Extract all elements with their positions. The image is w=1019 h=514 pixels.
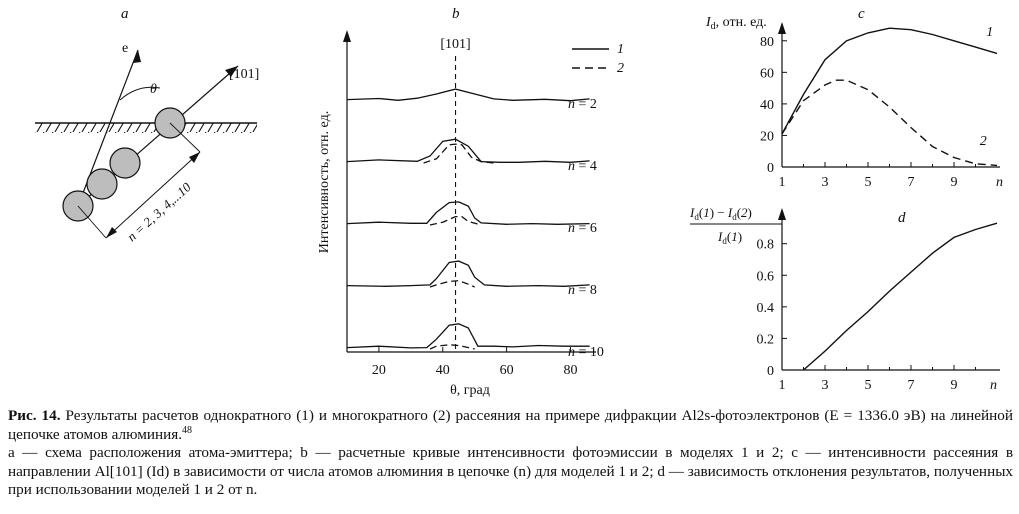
c-x-tick-label: 3 — [821, 175, 829, 190]
b-curve-n-label: n = 10 — [568, 345, 604, 360]
d-y-label-numerator: $I_d(1) - I_d(2)$ — [690, 205, 752, 222]
b-legend-dashed-key: 2 — [617, 61, 624, 76]
caption-label: Рис. 14. — [8, 407, 61, 424]
n-label: n = 2, 3, 4,...10 — [123, 179, 194, 245]
d-y-tick-label: 0.6 — [756, 269, 774, 285]
b-x-tick-label: 40 — [435, 363, 450, 378]
c-y-tick-label: 20 — [760, 129, 774, 145]
theta-label: θ — [150, 82, 157, 97]
panel-b-chart — [317, 6, 624, 398]
b-curve-model-2 — [430, 281, 475, 287]
c-x-tick-label: 7 — [907, 175, 915, 190]
c-y-tick-label: 0 — [767, 161, 774, 176]
c-y-axis-label: $I_d$, отн. ед. — [706, 15, 767, 32]
panel-d-chart — [689, 205, 1000, 393]
b-x-tick-label: 80 — [563, 363, 578, 378]
caption-text-1: Результаты расчетов однократного (1) и многократного (2) рассеяния на примере дифракции Al2s-фотоэлектронов (E = 1336.0 эВ) на линейной цепочке атомов алюминия. — [8, 407, 1013, 443]
d-y-tick-label: 0.8 — [756, 237, 774, 253]
d-y-arrow-icon — [778, 208, 786, 220]
d-x-tick-label: 3 — [821, 378, 829, 393]
b-x-axis-label — [450, 383, 490, 398]
panel-b-letter: b — [452, 6, 460, 22]
direction-101-label: [101] — [229, 67, 260, 82]
b-legend — [572, 42, 624, 76]
c-x-tick-label: 5 — [864, 175, 872, 190]
b-curve-model-1 — [347, 202, 590, 224]
b-legend-solid-key: 1 — [617, 42, 624, 57]
c-series-label: 2 — [979, 133, 987, 149]
b-curve-model-1 — [347, 139, 590, 162]
b-x-tick-label: 60 — [499, 363, 514, 378]
b-curve-model-2 — [430, 345, 475, 349]
n-arrowhead-icon — [106, 227, 117, 238]
panel-a-schematic — [35, 6, 259, 244]
c-x-axis-label: n — [996, 175, 1003, 190]
d-x-axis-label: n — [990, 378, 997, 393]
panel-a-letter: a — [121, 6, 129, 22]
d-x-tick-label: 1 — [778, 378, 786, 393]
b-curve-n-label: n = 2 — [568, 97, 597, 112]
e-label: e — [122, 41, 129, 56]
b-x-tick-label: 20 — [371, 363, 386, 378]
c-x-tick-label: 1 — [778, 175, 786, 190]
d-y-tick-label: 0 — [767, 364, 774, 379]
d-y-tick-label: 0.2 — [756, 332, 774, 348]
caption-line-2: a — схема расположения атома-эмиттера; b — расчетные кривые интенсивности фотоэмиссии в моделях 1 и 2; c — интенсивности рассеяния в направлении Al[101] (Id) в зависимости от числа атомов алюминия в цепочке (n) для моделей 1 и 2; d — зависимость отклонения результатов, полученных при использовании моделей 1 и 2 от n. — [8, 444, 1013, 499]
b-curve-model-1 — [347, 324, 590, 348]
d-y-label-denominator: $I_d(1)$ — [718, 229, 743, 246]
b-curve-n-label: n = 6 — [568, 221, 597, 236]
c-series-label: 1 — [986, 25, 994, 41]
figure-caption — [8, 407, 1013, 500]
n-arrowhead-icon — [189, 152, 200, 163]
b-marker-label: [101] — [440, 37, 471, 52]
c-x-tick-label: 9 — [950, 175, 958, 190]
d-y-tick-label: 0.4 — [756, 300, 774, 316]
atom — [87, 169, 117, 199]
d-x-tick-label: 9 — [950, 378, 958, 393]
b-curve-n-label: n = 4 — [568, 159, 597, 174]
b-curve-n-label: n = 8 — [568, 283, 597, 298]
b-curve-model-1 — [347, 261, 590, 286]
d-x-tick-label: 5 — [864, 378, 872, 393]
c-series-line — [782, 80, 997, 165]
c-y-tick-label: 80 — [760, 34, 774, 50]
b-y-axis-label: Интенсивность, отн. ед. — [317, 110, 332, 254]
b-curve-model-2 — [424, 144, 494, 163]
b-y-arrow-icon — [343, 30, 351, 42]
panel-c-chart — [705, 6, 1003, 190]
atom — [110, 148, 140, 178]
c-series-line — [782, 28, 997, 134]
b-x-axis-label-text: θ, град — [450, 383, 490, 398]
c-y-arrow-icon — [778, 22, 786, 34]
panel-d-letter: d — [898, 210, 906, 226]
caption-line-1 — [8, 407, 1013, 444]
c-y-tick-label: 40 — [760, 97, 774, 113]
caption-ref: 48 — [182, 424, 193, 436]
c-y-tick-label: 60 — [760, 66, 774, 82]
b-curve-model-1 — [347, 89, 590, 101]
d-x-tick-label: 7 — [907, 378, 915, 393]
surface-hatching — [35, 123, 257, 133]
panel-c-letter: c — [858, 6, 865, 22]
d-series-line — [804, 223, 998, 370]
